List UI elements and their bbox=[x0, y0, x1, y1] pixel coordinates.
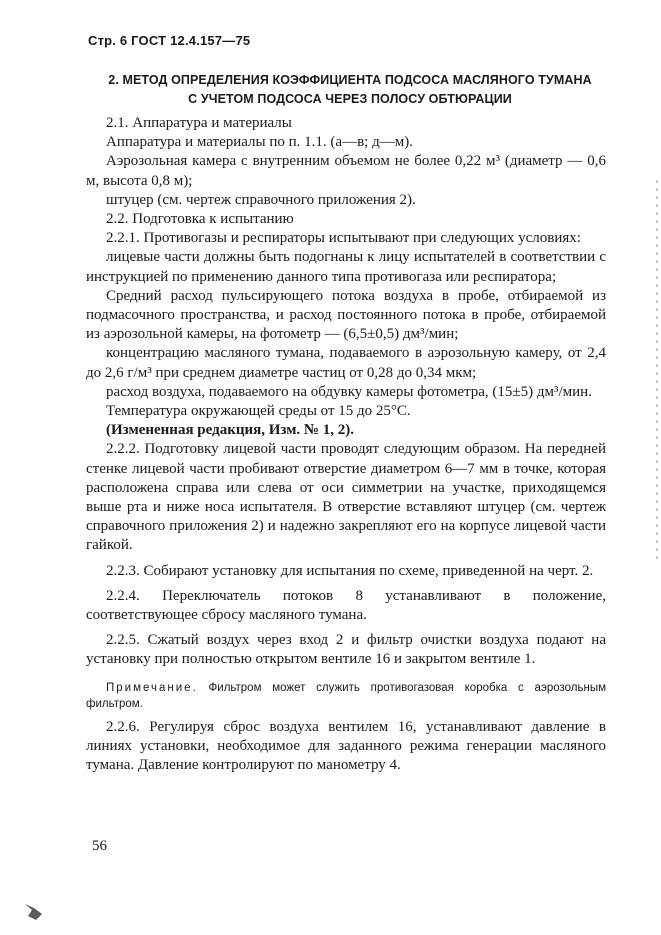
page-number: 56 bbox=[92, 838, 107, 854]
paragraph-2-2-3: 2.2.3. Собирают установку для испытания по схеме, приведенной на черт. 2. bbox=[106, 562, 594, 579]
note-text: Фильтром может служить противогазовая коробка с аэрозольным фильтром. bbox=[86, 681, 606, 710]
section-heading bbox=[90, 71, 610, 109]
paragraph-aerosol-chamber: Аэрозольная камера с внутренним объемом не более 0,22 м³ (диаметр — 0,6 м, высота 0,8 м); bbox=[86, 153, 606, 189]
paragraph-equipment: Аппаратура и материалы по п. 1.1. (а—в; д—м). bbox=[106, 134, 413, 151]
scan-edge-mark bbox=[655, 180, 659, 560]
paragraph-air-flow: расход воздуха, подаваемого на обдувку камеры фотометра, (15±5) дм³/мин. bbox=[106, 383, 592, 400]
paragraph-2-2-5: 2.2.5. Сжатый воздух через вход 2 и фильтр очистки воздуха подают на установку при полностью открытом вентиле 16 и закрытом вентиле 1. bbox=[86, 632, 606, 668]
subsection-title-2-1: 2.1. Аппаратура и материалы bbox=[106, 115, 292, 131]
paragraph-temperature: Температура окружающей среды от 15 до 25°С. bbox=[106, 403, 411, 420]
section-heading-line-2: С УЧЕТОМ ПОДСОСА ЧЕРЕЗ ПОЛОСУ ОБТЮРАЦИИ bbox=[188, 92, 512, 106]
note-label: Примечание. bbox=[106, 681, 198, 694]
paragraph-face-parts: лицевые части должны быть подогнаны к лицу испытателей в соответствии с инструкцией по применению данного типа противогаза или респиратора; bbox=[86, 249, 606, 285]
page-header: Стр. 6 ГОСТ 12.4.157—75 bbox=[88, 33, 251, 48]
section-heading-line-1: 2. МЕТОД ОПРЕДЕЛЕНИЯ КОЭФФИЦИЕНТА ПОДСОСА МАСЛЯНОГО ТУМАНА bbox=[108, 73, 592, 87]
paragraph-2-2-2: 2.2.2. Подготовку лицевой части проводят следующим образом. На передней стенке лицевой части пробивают отверстие диаметром 6—7 мм в точке, которая расположена справа или слева от оси симметрии на участке, приходящемся выше рта и ниже носа испытателя. В отверстие вставляют штуцер (см. чертеж справочного приложения 2) и надежно закрепляют его на корпусе лицевой части гайкой. bbox=[86, 441, 606, 554]
paragraph-2-2-4: 2.2.4. Переключатель потоков 8 устанавливают в положение, соответствующее сбросу масляного тумана. bbox=[86, 587, 606, 624]
document-body bbox=[86, 114, 606, 775]
paragraph-flow-rate: Средний расход пульсирующего потока воздуха в пробе, отбираемой из подмасочного пространства, и расход постоянного потока в пробе, отбираемой из аэрозольной камеры, на фотометр — (6,5±0,5) дм³/мин; bbox=[86, 287, 606, 343]
paragraph-amendment: (Измененная редакция, Изм. № 1, 2). bbox=[106, 422, 355, 439]
paragraph-2-2-6: 2.2.6. Регулируя сброс воздуха вентилем 16, устанавливают давление в линиях установки, необходимое для заданного режима генерации масляного тумана. Давление контролируют по манометру 4. bbox=[86, 718, 606, 774]
subsection-title-2-2: 2.2. Подготовка к испытанию bbox=[106, 211, 294, 228]
scan-smudge bbox=[22, 900, 46, 924]
paragraph-2-2-1: 2.2.1. Противогазы и респираторы испытывают при следующих условиях: bbox=[106, 230, 581, 247]
paragraph-fitting: штуцер (см. чертеж справочного приложения 2). bbox=[106, 191, 416, 208]
paragraph-concentration: концентрацию масляного тумана, подаваемого в аэрозольную камеру, от 2,4 до 2,6 г/м³ при среднем диаметре частиц от 0,28 до 0,34 мкм; bbox=[86, 345, 606, 381]
note bbox=[86, 680, 606, 712]
